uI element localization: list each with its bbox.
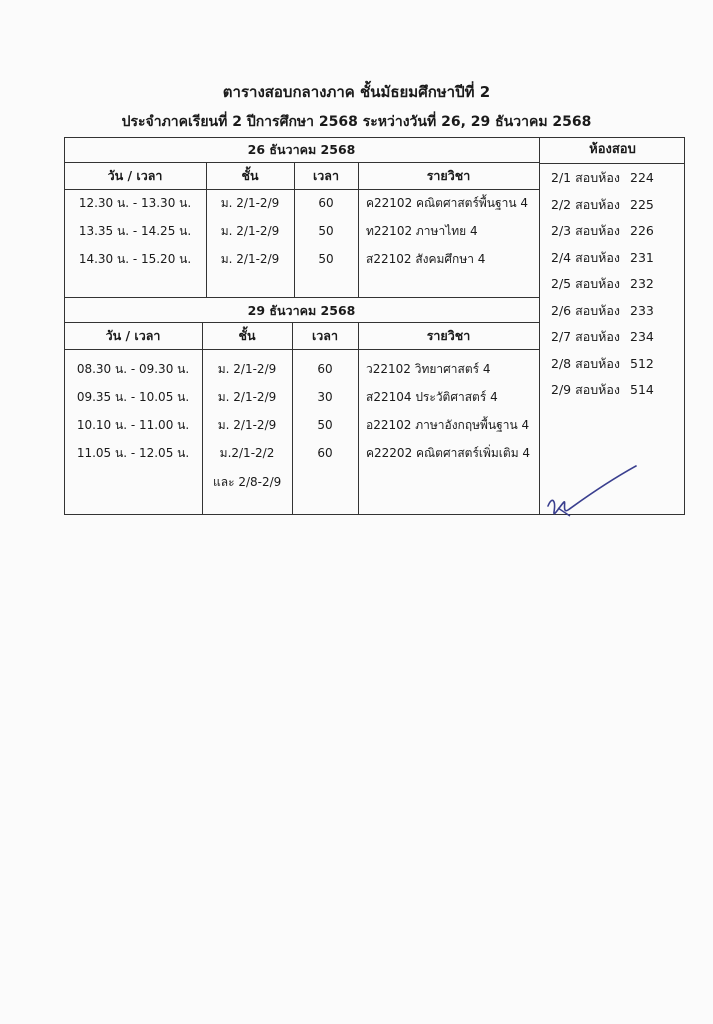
room-item: [551, 248, 654, 268]
divider: [64, 189, 539, 190]
document-title: ตารางสอบกลางภาค ชั้นมัธยมศึกษาปีที่ 2: [222, 83, 491, 101]
room-label: 2/1 สอบห้อง: [551, 170, 621, 185]
room-item: [551, 354, 654, 374]
day2-time-cell: 09.35 น. - 10.05 น.: [76, 390, 190, 404]
divider: [64, 349, 539, 350]
document-subtitle: ประจำภาคเรียนที่ 2 ปีการศึกษา 2568 ระหว่างวันที่ 26, 29 ธันวาคม 2568: [121, 114, 592, 130]
day2-time-cell: 10.10 น. - 11.00 น.: [76, 418, 190, 432]
day2-extra-class: และ 2/8-2/9: [213, 475, 282, 489]
divider: [358, 323, 359, 514]
day1-col-subject: รายวิชา: [426, 168, 471, 183]
signature: [540, 456, 640, 526]
day1-duration-cell: 60: [318, 196, 334, 210]
room-item: [551, 221, 654, 241]
room-label: 2/8 สอบห้อง: [551, 355, 621, 371]
day1-col-duration: เวลา: [313, 168, 339, 183]
day2-time-cell: 11.05 น. - 12.05 น.: [76, 446, 190, 460]
day2-class-cell: ม.2/1-2/2: [219, 446, 275, 460]
day2-col-subject: รายวิชา: [426, 328, 471, 343]
room-label: 2/5 สอบห้อง: [551, 276, 621, 291]
room-number: 226: [630, 223, 654, 238]
room-label: 2/2 สอบห้อง: [551, 196, 621, 212]
day1-time-cell: 14.30 น. - 15.20 น.: [78, 252, 192, 266]
room-number: 231: [630, 249, 654, 265]
day1-class-cell: ม. 2/1-2/9: [220, 224, 280, 238]
room-number: 233: [630, 302, 654, 318]
room-label: 2/6 สอบห้อง: [551, 302, 621, 318]
room-item: [551, 274, 654, 294]
day2-duration-cell: 60: [317, 362, 333, 376]
day2-subject-cell: ว22102 วิทยาศาสตร์ 4: [366, 362, 491, 376]
day1-class-cell: ม. 2/1-2/9: [220, 196, 280, 210]
day2-duration-cell: 30: [317, 390, 333, 404]
day1-duration-cell: 50: [318, 252, 334, 266]
day2-col-time: วัน / เวลา: [105, 328, 161, 343]
day2-duration-cell: 50: [317, 418, 333, 432]
day1-duration-cell: 50: [318, 224, 334, 238]
day2-class-cell: ม. 2/1-2/9: [217, 362, 277, 376]
day2-col-class: ชั้น: [238, 328, 256, 343]
day1-subject-cell: ส22102 สังคมศึกษา 4: [366, 252, 486, 266]
room-label: 2/7 สอบห้อง: [551, 329, 621, 344]
day2-subject-cell: ค22202 คณิตศาสตร์เพิ่มเติม 4: [366, 446, 531, 460]
room-item: [551, 380, 654, 400]
room-number: 512: [630, 355, 654, 371]
room-label: 2/9 สอบห้อง: [551, 382, 621, 397]
day1-date-header: 26 ธันวาคม 2568: [64, 137, 539, 163]
divider: [358, 163, 359, 297]
day2-subject-cell: ส22104 ประวัติศาสตร์ 4: [366, 390, 498, 404]
day2-date-header: 29 ธันวาคม 2568: [64, 297, 539, 323]
day1-col-class: ชั้น: [241, 168, 259, 183]
day2-col-duration: เวลา: [312, 328, 338, 343]
room-number: 514: [630, 382, 654, 397]
day1-col-time: วัน / เวลา: [107, 168, 163, 183]
room-item: [551, 327, 654, 347]
room-item: [551, 168, 654, 188]
rooms-title: ห้องสอบ: [540, 137, 685, 164]
day2-class-cell: ม. 2/1-2/9: [217, 418, 277, 432]
room-label: 2/4 สอบห้อง: [551, 249, 621, 265]
day1-time-cell: 13.35 น. - 14.25 น.: [78, 224, 192, 238]
day1-time-cell: 12.30 น. - 13.30 น.: [78, 196, 192, 210]
day1-class-cell: ม. 2/1-2/9: [220, 252, 280, 266]
day2-time-cell: 08.30 น. - 09.30 น.: [76, 362, 190, 376]
room-item: [551, 301, 654, 321]
day2-duration-cell: 60: [317, 446, 333, 460]
day2-subject-cell: อ22102 ภาษาอังกฤษพื้นฐาน 4: [366, 418, 530, 432]
room-number: 224: [630, 170, 654, 185]
day1-subject-cell: ค22102 คณิตศาสตร์พื้นฐาน 4: [366, 196, 529, 210]
room-item: [551, 195, 654, 215]
day2-class-cell: ม. 2/1-2/9: [217, 390, 277, 404]
room-label: 2/3 สอบห้อง: [551, 223, 621, 238]
day1-subject-cell: ท22102 ภาษาไทย 4: [366, 224, 478, 238]
room-number: 234: [630, 329, 654, 344]
room-number: 225: [630, 196, 654, 212]
room-number: 232: [630, 276, 654, 291]
